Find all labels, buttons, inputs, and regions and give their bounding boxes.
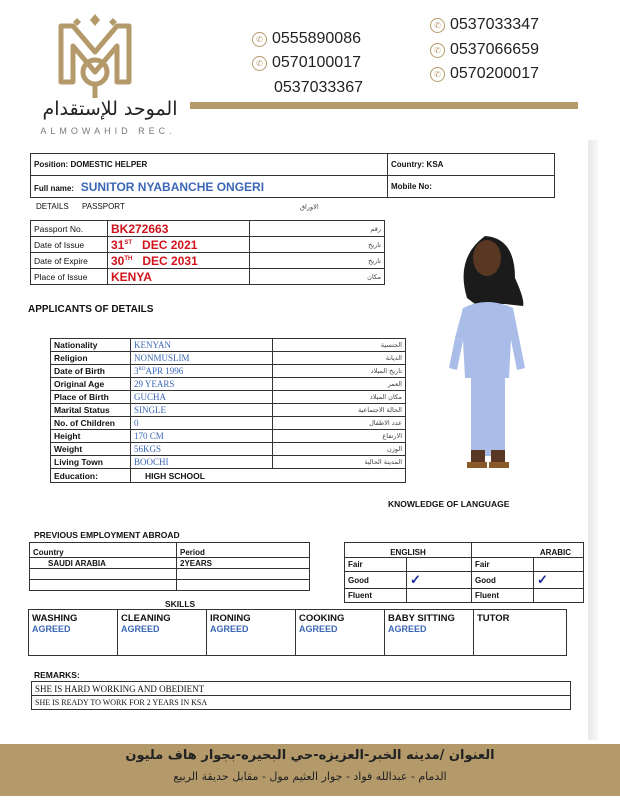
position-cell: Position: DOMESTIC HELPER <box>31 154 388 176</box>
remarks-title: REMARKS: <box>34 670 80 680</box>
phone-icon: ✆ <box>252 56 267 71</box>
footer-address-line2: الدمام - عبدالله فواد - جوار العثيم مول - مقابل حديقة الربيع <box>173 770 447 783</box>
passport-row: Passport No. BK272663 رقم <box>31 221 385 237</box>
company-name-english: ALMOWAHID REC. <box>40 126 176 136</box>
phone-right-2: ✆ 0537066659 <box>430 41 539 59</box>
applicants-title: APPLICANTS OF DETAILS <box>28 304 154 315</box>
details-label: DETAILS <box>36 202 69 211</box>
skill-cell: IRONING AGREED <box>207 610 296 656</box>
phone-left-3: 0537033367 <box>274 79 363 96</box>
employment-table: Country Period SAUDI ARABIA 2YEARS <box>29 542 310 591</box>
phone-left-2: ✆ 0570100017 <box>252 54 361 72</box>
details-row: Marital Status SINGLE الحالة الاجتماعية <box>51 404 406 417</box>
skills-title: SKILLS <box>165 599 196 609</box>
skills-table <box>28 609 567 656</box>
position-table <box>30 153 555 198</box>
details-row: Original Age 29 YEARS العمر <box>51 378 406 391</box>
details-row: Place of Birth GUCHA مكان الميلاد <box>51 391 406 404</box>
passport-row: Place of Issue KENYA مكان <box>31 269 385 285</box>
fullname-cell: Full name: SUNITOR NYABANCHE ONGERI <box>31 176 388 198</box>
footer-address-line1: العنوان /مدينه الخبر-العزيزه-حي البحيره-بجوار هاف مليون <box>125 748 495 763</box>
english-header: ENGLISH <box>345 543 472 558</box>
remark-line: SHE IS HARD WORKING AND OBEDIENT <box>32 682 571 696</box>
details-row: Date of Birth 3RDAPR 1996 تاريخ الميلاد <box>51 365 406 378</box>
passport-row: Date of Expire 30TH DEC 2031 تاريخ <box>31 253 385 269</box>
applicant-photo <box>445 228 535 476</box>
phone-right-1: ✆ 0537033347 <box>430 16 539 34</box>
skill-cell: COOKING AGREED <box>296 610 385 656</box>
details-row: No. of Children 0 عدد الاطفال <box>51 417 406 430</box>
arabic-header: ARABIC <box>472 543 584 558</box>
employment-row: SAUDI ARABIA 2YEARS <box>30 558 310 569</box>
passport-row: Date of Issue 31ST DEC 2021 تاريخ <box>31 237 385 253</box>
passport-table <box>30 220 385 285</box>
phone-icon: ✆ <box>430 67 445 82</box>
country-cell: Country: KSA <box>388 154 555 176</box>
employment-title: PREVIOUS EMPLOYMENT ABROAD <box>34 530 180 540</box>
remark-line: SHE IS READY TO WORK FOR 2 YEARS IN KSA <box>32 696 571 710</box>
details-row: Religion NONMUSLIM الديانة <box>51 352 406 365</box>
education-row: Education: HIGH SCHOOL <box>51 469 406 483</box>
header-divider <box>190 102 578 109</box>
details-row: Weight 56KGS الوزن <box>51 443 406 456</box>
passport-label: PASSPORT <box>82 202 125 211</box>
skill-cell: BABY SITTING AGREED <box>385 610 474 656</box>
arabic-good-check: ✓ <box>534 572 584 589</box>
skill-cell: TUTOR <box>474 610 567 656</box>
skill-cell: WASHING AGREED <box>29 610 118 656</box>
phone-icon: ✆ <box>430 18 445 33</box>
language-table: ENGLISH ARABIC Fair Fair Good ✓ Good ✓ Fluent Fluent <box>344 542 584 603</box>
applicant-details-table <box>50 338 406 483</box>
page-edge-shadow <box>588 140 598 740</box>
company-name-arabic: الموحد للإستقدام <box>42 98 178 120</box>
mobile-cell: Mobile No: <box>388 176 555 198</box>
fullname-value: SUNITOR NYABANCHE ONGERI <box>80 179 265 194</box>
details-row: Height 170 CM الارتفاع <box>51 430 406 443</box>
english-good-check: ✓ <box>407 572 472 589</box>
remarks-table <box>31 681 571 710</box>
passport-header-ar: الاوراق <box>300 203 319 211</box>
details-row: Living Town BOOCHI المدينة الحالية <box>51 456 406 469</box>
phone-right-3: ✆ 0570200017 <box>430 65 539 83</box>
details-row: Nationality KENYAN الجنسية <box>51 339 406 352</box>
phone-icon: ✆ <box>252 32 267 47</box>
phone-left-1: ✆ 0555890086 <box>252 30 361 48</box>
phone-icon: ✆ <box>430 43 445 58</box>
knowledge-language-title: KNOWLEDGE OF LANGUAGE <box>388 499 510 509</box>
skill-cell: CLEANING AGREED <box>118 610 207 656</box>
company-logo <box>55 12 135 100</box>
